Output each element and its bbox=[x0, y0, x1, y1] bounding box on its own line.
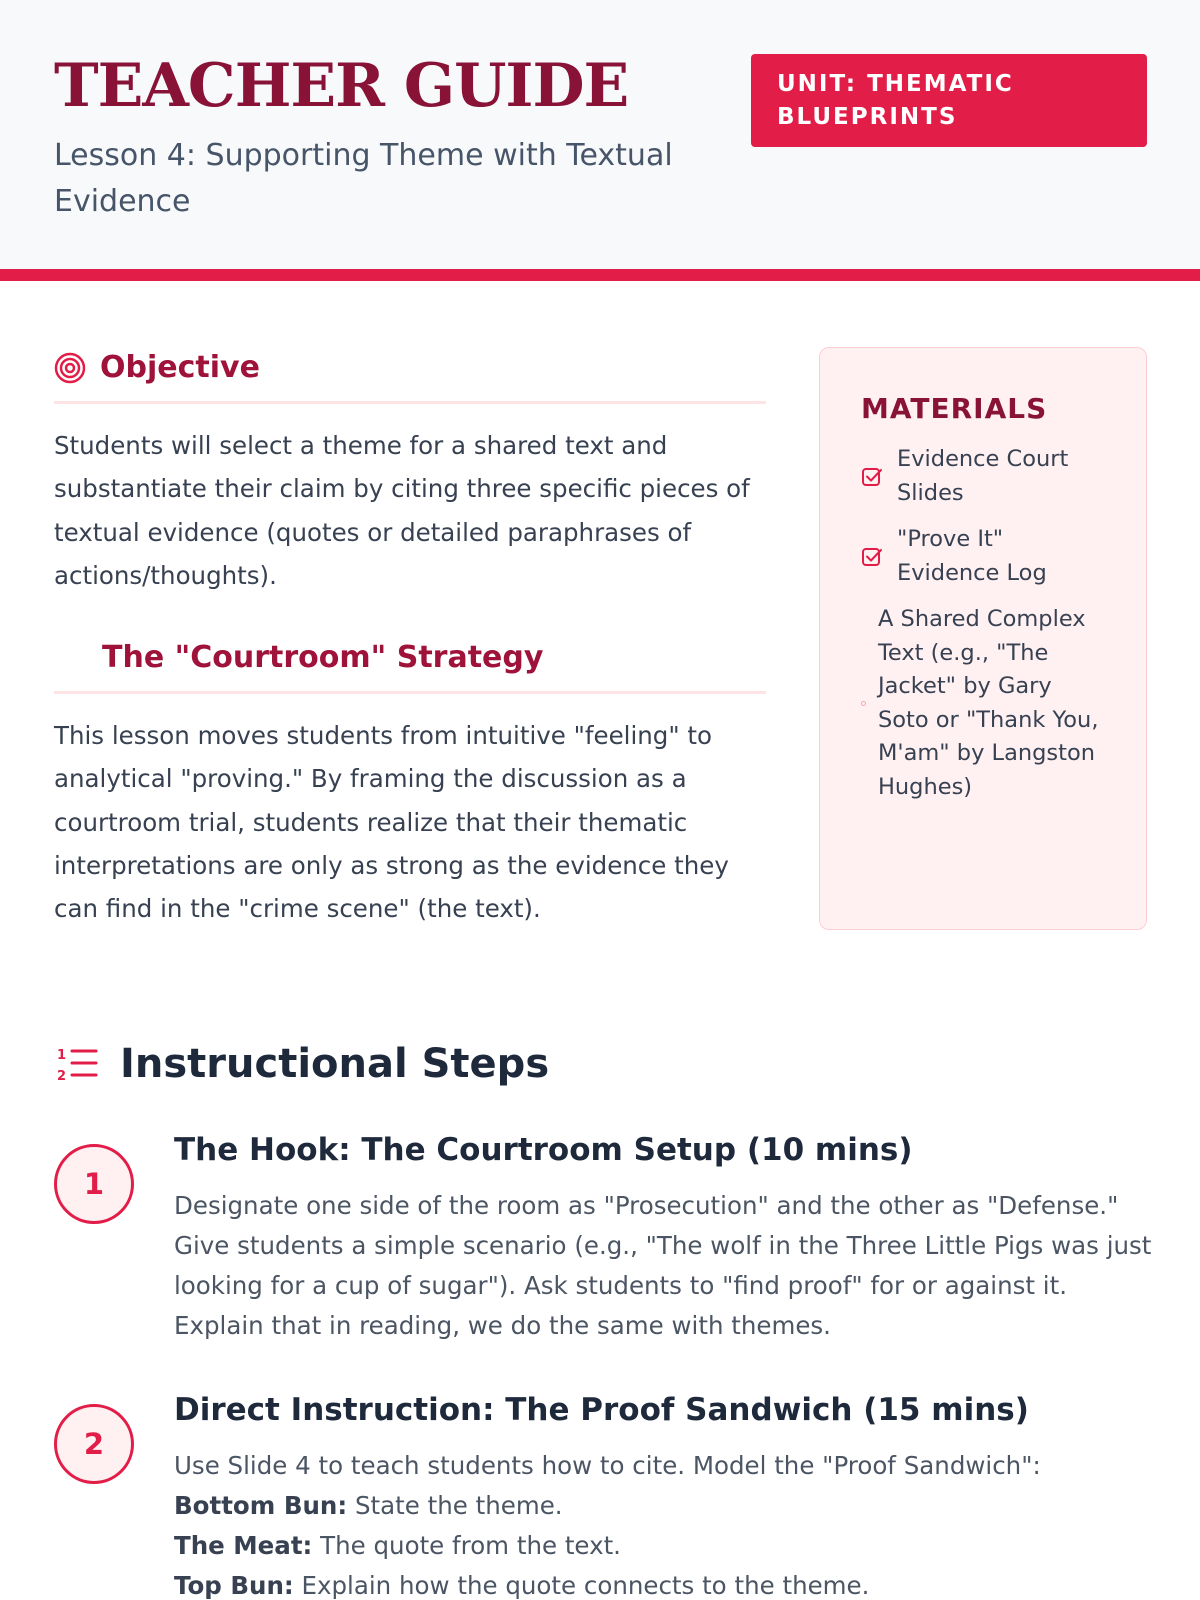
material-item bbox=[861, 443, 1106, 510]
svg-text:1: 1 bbox=[57, 1048, 67, 1063]
objective-title: Objective bbox=[100, 350, 260, 385]
step-number-badge: 2 bbox=[54, 1404, 134, 1484]
checkbox-icon bbox=[861, 466, 883, 488]
step-title: Direct Instruction: The Proof Sandwich (15 mins) bbox=[174, 1392, 1029, 1428]
sandwich-part bbox=[174, 1566, 1154, 1600]
strategy-heading bbox=[54, 632, 766, 694]
bullet-dot-icon bbox=[861, 701, 866, 706]
sandwich-part-text: State the theme. bbox=[354, 1491, 563, 1520]
material-label: Evidence Court Slides bbox=[897, 446, 1069, 506]
objective-text: Students will select a theme for a shared text and substantiate their claim by citing three specific pieces of textual evidence (quotes or detailed paraphrases of actions/thoughts). bbox=[54, 431, 750, 590]
unit-badge: UNIT: THEMATIC BLUEPRINTS bbox=[751, 54, 1147, 147]
strategy-title: The "Courtroom" Strategy bbox=[102, 640, 544, 675]
steps-title: Instructional Steps bbox=[120, 1041, 550, 1087]
sandwich-part-text: The quote from the text. bbox=[320, 1531, 621, 1560]
materials-title: MATERIALS bbox=[861, 392, 1048, 425]
sandwich-part bbox=[174, 1526, 1154, 1566]
objective-heading bbox=[54, 344, 766, 404]
strategy-text: This lesson moves students from intuitive "feeling" to analytical "proving." By framing the discussion as a courtroom trial, students realize that their thematic interpretations are only as strong as the evidence they can find in the "crime scene" (the text). bbox=[54, 721, 729, 924]
step-text: Use Slide 4 to teach students how to cite. Model the "Proof Sandwich": bbox=[174, 1451, 1041, 1480]
lesson-subtitle: Lesson 4: Supporting Theme with Textual Evidence bbox=[54, 138, 673, 219]
sandwich-part-label: The Meat: bbox=[174, 1531, 313, 1560]
sandwich-part-label: Top Bun: bbox=[174, 1571, 294, 1600]
step-title: The Hook: The Courtroom Setup (10 mins) bbox=[174, 1132, 913, 1168]
step-number-badge: 1 bbox=[54, 1144, 134, 1224]
page-title: TEACHER GUIDE bbox=[54, 51, 629, 121]
step-content bbox=[174, 1132, 1154, 1346]
sandwich-part bbox=[174, 1486, 1154, 1526]
material-item bbox=[861, 523, 1106, 590]
material-label: A Shared Complex Text (e.g., "The Jacket" by Gary Soto or "Thank You, M'am" by Langston Hughes) bbox=[878, 606, 1099, 800]
target-icon bbox=[54, 352, 86, 384]
numbered-list-icon bbox=[54, 1042, 98, 1086]
steps-heading bbox=[54, 1036, 549, 1092]
material-item bbox=[861, 603, 1106, 804]
header bbox=[0, 0, 1200, 281]
materials-panel bbox=[819, 347, 1147, 930]
step-content bbox=[174, 1392, 1154, 1600]
checkbox-icon bbox=[861, 546, 883, 568]
material-label: "Prove It" Evidence Log bbox=[897, 526, 1047, 586]
svg-text:2: 2 bbox=[57, 1069, 67, 1084]
sandwich-part-label: Bottom Bun: bbox=[174, 1491, 348, 1520]
sandwich-part-text: Explain how the quote connects to the theme. bbox=[301, 1571, 870, 1600]
step-text: Designate one side of the room as "Prosecution" and the other as "Defense." Give students a simple scenario (e.g., "The wolf in the Three Little Pigs was just looking for a cup of sugar"). Ask students to "find proof" for or against it. Explain that in reading, we do the same with themes. bbox=[174, 1191, 1152, 1340]
